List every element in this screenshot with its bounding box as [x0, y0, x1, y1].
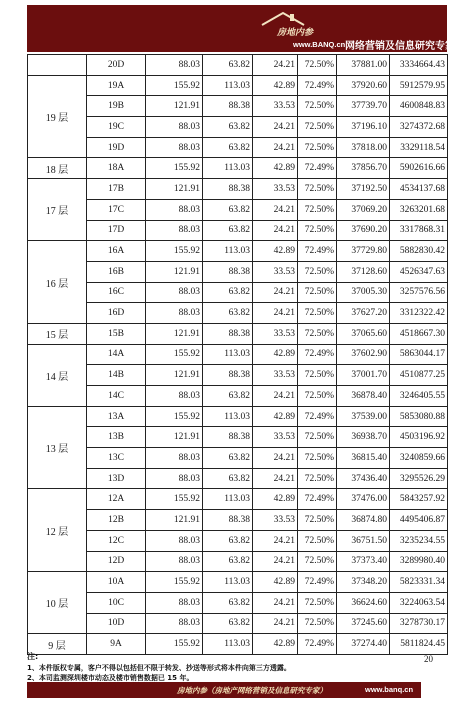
shared-cell: 42.89: [253, 344, 298, 365]
inner-cell: 63.82: [203, 117, 253, 138]
total-cell: 4510877.25: [390, 365, 448, 386]
room-cell: 10A: [87, 572, 146, 593]
total-cell: 5823331.34: [390, 572, 448, 593]
shared-cell: 33.53: [253, 365, 298, 386]
rate-cell: 72.50%: [298, 468, 337, 489]
area-cell: 88.03: [146, 592, 203, 613]
shared-cell: 24.21: [253, 551, 298, 572]
total-cell: 5853080.88: [390, 406, 448, 427]
floor-cell: 16 层: [28, 241, 87, 324]
area-cell: 88.03: [146, 282, 203, 303]
rate-cell: 72.50%: [298, 323, 337, 344]
shared-cell: 33.53: [253, 510, 298, 531]
price-cell: 37128.60: [337, 261, 390, 282]
area-cell: 155.92: [146, 241, 203, 262]
room-cell: 13B: [87, 427, 146, 448]
room-cell: 19C: [87, 117, 146, 138]
total-cell: 3240859.66: [390, 448, 448, 469]
table-row: [28, 613, 448, 634]
page-number: 20: [424, 654, 433, 664]
price-cell: 37065.60: [337, 323, 390, 344]
table-row: [28, 510, 448, 531]
shared-cell: 42.89: [253, 634, 298, 655]
shared-cell: 24.21: [253, 530, 298, 551]
room-cell: 13C: [87, 448, 146, 469]
shared-cell: 24.21: [253, 137, 298, 158]
inner-cell: 63.82: [203, 613, 253, 634]
rate-cell: 72.50%: [298, 117, 337, 138]
shared-cell: 24.21: [253, 199, 298, 220]
area-cell: 155.92: [146, 572, 203, 593]
inner-cell: 113.03: [203, 572, 253, 593]
room-cell: 19D: [87, 137, 146, 158]
total-cell: 5863044.17: [390, 344, 448, 365]
total-cell: 3329118.54: [390, 137, 448, 158]
price-cell: 37539.00: [337, 406, 390, 427]
price-cell: 36751.50: [337, 530, 390, 551]
room-cell: 9A: [87, 634, 146, 655]
shared-cell: 24.21: [253, 303, 298, 324]
logo-text: 房地内参: [277, 28, 314, 38]
area-cell: 88.03: [146, 551, 203, 572]
room-cell: 16C: [87, 282, 146, 303]
total-cell: 3295526.29: [390, 468, 448, 489]
price-table: [27, 54, 448, 655]
rate-cell: 72.50%: [298, 510, 337, 531]
rate-cell: 72.49%: [298, 241, 337, 262]
area-cell: 155.92: [146, 158, 203, 179]
price-cell: 36938.70: [337, 427, 390, 448]
table-row: [28, 592, 448, 613]
total-cell: 3334664.43: [390, 55, 448, 76]
price-cell: 37196.10: [337, 117, 390, 138]
rate-cell: 72.50%: [298, 179, 337, 200]
table-body: [28, 55, 448, 655]
price-cell: 37690.20: [337, 220, 390, 241]
area-cell: 121.91: [146, 261, 203, 282]
room-cell: 12D: [87, 551, 146, 572]
inner-cell: 63.82: [203, 530, 253, 551]
table-row: [28, 75, 448, 96]
total-cell: 3274372.68: [390, 117, 448, 138]
area-cell: 155.92: [146, 75, 203, 96]
rate-cell: 72.50%: [298, 303, 337, 324]
shared-cell: 33.53: [253, 179, 298, 200]
total-cell: 5902616.66: [390, 158, 448, 179]
area-cell: 88.03: [146, 220, 203, 241]
price-cell: 37739.70: [337, 96, 390, 117]
rate-cell: 72.49%: [298, 344, 337, 365]
floor-cell: 9 层: [28, 634, 87, 655]
rate-cell: 72.50%: [298, 261, 337, 282]
price-cell: 37729.80: [337, 241, 390, 262]
rate-cell: 72.50%: [298, 448, 337, 469]
shared-cell: 24.21: [253, 592, 298, 613]
price-cell: 37476.00: [337, 489, 390, 510]
inner-cell: 63.82: [203, 220, 253, 241]
table-row: [28, 199, 448, 220]
floor-cell: 19 层: [28, 75, 87, 158]
floor-cell: 18 层: [28, 158, 87, 179]
shared-cell: 42.89: [253, 241, 298, 262]
price-cell: 36815.40: [337, 448, 390, 469]
table-row: [28, 551, 448, 572]
inner-cell: 113.03: [203, 489, 253, 510]
rate-cell: 72.50%: [298, 199, 337, 220]
table-row: [28, 344, 448, 365]
rate-cell: 72.50%: [298, 282, 337, 303]
area-cell: 88.03: [146, 468, 203, 489]
table-row: [28, 323, 448, 344]
inner-cell: 63.82: [203, 468, 253, 489]
floor-cell: 10 层: [28, 572, 87, 634]
price-cell: 37348.20: [337, 572, 390, 593]
room-cell: 10C: [87, 592, 146, 613]
table-row: [28, 386, 448, 407]
total-cell: 3317868.31: [390, 220, 448, 241]
price-cell: 36878.40: [337, 386, 390, 407]
area-cell: 121.91: [146, 510, 203, 531]
header-tagline: 网络营销及信息研究专家: [345, 41, 455, 52]
room-cell: 19A: [87, 75, 146, 96]
room-cell: 16B: [87, 261, 146, 282]
rate-cell: 72.49%: [298, 634, 337, 655]
shared-cell: 24.21: [253, 386, 298, 407]
area-cell: 121.91: [146, 179, 203, 200]
shared-cell: 24.21: [253, 468, 298, 489]
footer-banner: [27, 682, 421, 698]
rate-cell: 72.50%: [298, 613, 337, 634]
table-row: [28, 572, 448, 593]
price-cell: 36874.80: [337, 510, 390, 531]
table-row: [28, 137, 448, 158]
total-cell: 4526347.63: [390, 261, 448, 282]
inner-cell: 63.82: [203, 55, 253, 76]
inner-cell: 88.38: [203, 261, 253, 282]
room-cell: 14B: [87, 365, 146, 386]
table-row: [28, 427, 448, 448]
inner-cell: 63.82: [203, 303, 253, 324]
total-cell: 3224063.54: [390, 592, 448, 613]
room-cell: 17C: [87, 199, 146, 220]
room-cell: 17B: [87, 179, 146, 200]
inner-cell: 88.38: [203, 365, 253, 386]
room-cell: 15B: [87, 323, 146, 344]
floor-cell: 15 层: [28, 323, 87, 344]
area-cell: 155.92: [146, 344, 203, 365]
floor-cell: 14 层: [28, 344, 87, 406]
area-cell: 155.92: [146, 489, 203, 510]
room-cell: 13D: [87, 468, 146, 489]
note-line-1: 1、本件版权专属，客户不得以包括但不限于转发、抄送等形式将本件向第三方透露。: [27, 663, 291, 672]
area-cell: 88.03: [146, 530, 203, 551]
area-cell: 88.03: [146, 448, 203, 469]
shared-cell: 24.21: [253, 613, 298, 634]
inner-cell: 63.82: [203, 199, 253, 220]
rate-cell: 72.50%: [298, 592, 337, 613]
inner-cell: 88.38: [203, 96, 253, 117]
price-cell: 36624.60: [337, 592, 390, 613]
table-row: [28, 530, 448, 551]
price-cell: 37818.00: [337, 137, 390, 158]
note-line-2: 2、本司监测深圳楼市动态及楼市销售数据已 15 年。: [27, 674, 194, 682]
shared-cell: 33.53: [253, 96, 298, 117]
total-cell: 4495406.87: [390, 510, 448, 531]
rate-cell: 72.50%: [298, 55, 337, 76]
table-row: [28, 261, 448, 282]
room-cell: 17D: [87, 220, 146, 241]
price-cell: 37436.40: [337, 468, 390, 489]
rate-cell: 72.50%: [298, 427, 337, 448]
shared-cell: 24.21: [253, 220, 298, 241]
inner-cell: 113.03: [203, 634, 253, 655]
inner-cell: 88.38: [203, 179, 253, 200]
room-cell: 19B: [87, 96, 146, 117]
area-cell: 155.92: [146, 634, 203, 655]
notes: [27, 652, 417, 684]
rate-cell: 72.49%: [298, 406, 337, 427]
total-cell: 5811824.45: [390, 634, 448, 655]
table-row: [28, 96, 448, 117]
shared-cell: 24.21: [253, 55, 298, 76]
area-cell: 88.03: [146, 55, 203, 76]
shared-cell: 42.89: [253, 406, 298, 427]
table-row: [28, 220, 448, 241]
area-cell: 88.03: [146, 613, 203, 634]
table-row: [28, 303, 448, 324]
logo-url: www.BANQ.cn: [293, 40, 346, 49]
area-cell: 88.03: [146, 199, 203, 220]
inner-cell: 113.03: [203, 344, 253, 365]
price-cell: 37005.30: [337, 282, 390, 303]
price-cell: 37602.90: [337, 344, 390, 365]
rate-cell: 72.50%: [298, 551, 337, 572]
floor-cell: 13 层: [28, 406, 87, 489]
rate-cell: 72.50%: [298, 530, 337, 551]
area-cell: 121.91: [146, 427, 203, 448]
inner-cell: 63.82: [203, 386, 253, 407]
table-row: [28, 489, 448, 510]
inner-cell: 113.03: [203, 158, 253, 179]
price-cell: 37245.60: [337, 613, 390, 634]
area-cell: 88.03: [146, 137, 203, 158]
price-cell: 37881.00: [337, 55, 390, 76]
rate-cell: 72.50%: [298, 137, 337, 158]
inner-cell: 88.38: [203, 510, 253, 531]
inner-cell: 113.03: [203, 75, 253, 96]
inner-cell: 63.82: [203, 551, 253, 572]
room-cell: 13A: [87, 406, 146, 427]
footer-url: www.banq.cn: [365, 685, 414, 694]
price-cell: 37069.20: [337, 199, 390, 220]
price-cell: 37001.70: [337, 365, 390, 386]
price-cell: 37274.40: [337, 634, 390, 655]
area-cell: 121.91: [146, 323, 203, 344]
room-cell: 20D: [87, 55, 146, 76]
header-banner: [27, 5, 455, 52]
room-cell: 12A: [87, 489, 146, 510]
room-cell: 16D: [87, 303, 146, 324]
inner-cell: 113.03: [203, 406, 253, 427]
total-cell: 3257576.56: [390, 282, 448, 303]
shared-cell: 24.21: [253, 117, 298, 138]
room-cell: 10D: [87, 613, 146, 634]
table-row: [28, 179, 448, 200]
inner-cell: 113.03: [203, 241, 253, 262]
footer-text: 房地内参（房地产网络营销及信息研究专家）: [177, 686, 327, 695]
total-cell: 3235234.55: [390, 530, 448, 551]
total-cell: 3289980.40: [390, 551, 448, 572]
floor-cell: 12 层: [28, 489, 87, 572]
area-cell: 121.91: [146, 96, 203, 117]
area-cell: 88.03: [146, 303, 203, 324]
room-cell: 14C: [87, 386, 146, 407]
price-cell: 37627.20: [337, 303, 390, 324]
total-cell: 3246405.55: [390, 386, 448, 407]
inner-cell: 88.38: [203, 427, 253, 448]
rate-cell: 72.49%: [298, 75, 337, 96]
shared-cell: 24.21: [253, 448, 298, 469]
table-row: [28, 158, 448, 179]
floor-cell: [28, 55, 87, 76]
notes-label: 注:: [27, 652, 39, 661]
room-cell: 18A: [87, 158, 146, 179]
shared-cell: 24.21: [253, 282, 298, 303]
rate-cell: 72.50%: [298, 365, 337, 386]
inner-cell: 63.82: [203, 282, 253, 303]
inner-cell: 63.82: [203, 592, 253, 613]
total-cell: 4518667.30: [390, 323, 448, 344]
price-cell: 37856.70: [337, 158, 390, 179]
room-cell: 14A: [87, 344, 146, 365]
shared-cell: 42.89: [253, 489, 298, 510]
total-cell: 3278730.17: [390, 613, 448, 634]
rate-cell: 72.49%: [298, 158, 337, 179]
area-cell: 88.03: [146, 386, 203, 407]
total-cell: 3263201.68: [390, 199, 448, 220]
table-row: [28, 117, 448, 138]
price-cell: 37373.40: [337, 551, 390, 572]
shared-cell: 33.53: [253, 261, 298, 282]
table-row: [28, 448, 448, 469]
table-row: [28, 55, 448, 76]
total-cell: 5882830.42: [390, 241, 448, 262]
total-cell: 5912579.95: [390, 75, 448, 96]
room-cell: 16A: [87, 241, 146, 262]
total-cell: 4534137.68: [390, 179, 448, 200]
shared-cell: 42.89: [253, 572, 298, 593]
price-cell: 37920.60: [337, 75, 390, 96]
shared-cell: 42.89: [253, 158, 298, 179]
total-cell: 3312322.42: [390, 303, 448, 324]
rate-cell: 72.50%: [298, 220, 337, 241]
total-cell: 4503196.92: [390, 427, 448, 448]
rate-cell: 72.50%: [298, 386, 337, 407]
shared-cell: 42.89: [253, 75, 298, 96]
rate-cell: 72.49%: [298, 489, 337, 510]
price-cell: 37192.50: [337, 179, 390, 200]
area-cell: 155.92: [146, 406, 203, 427]
inner-cell: 63.82: [203, 448, 253, 469]
shared-cell: 33.53: [253, 427, 298, 448]
table-row: [28, 241, 448, 262]
table-row: [28, 365, 448, 386]
floor-cell: 17 层: [28, 179, 87, 241]
rate-cell: 72.49%: [298, 572, 337, 593]
area-cell: 88.03: [146, 117, 203, 138]
rate-cell: 72.50%: [298, 96, 337, 117]
area-cell: 121.91: [146, 365, 203, 386]
room-cell: 12C: [87, 530, 146, 551]
total-cell: 4600848.83: [390, 96, 448, 117]
total-cell: 5843257.92: [390, 489, 448, 510]
table-row: [28, 468, 448, 489]
shared-cell: 33.53: [253, 323, 298, 344]
inner-cell: 63.82: [203, 137, 253, 158]
inner-cell: 88.38: [203, 323, 253, 344]
table-row: [28, 406, 448, 427]
room-cell: 12B: [87, 510, 146, 531]
table-row: [28, 282, 448, 303]
